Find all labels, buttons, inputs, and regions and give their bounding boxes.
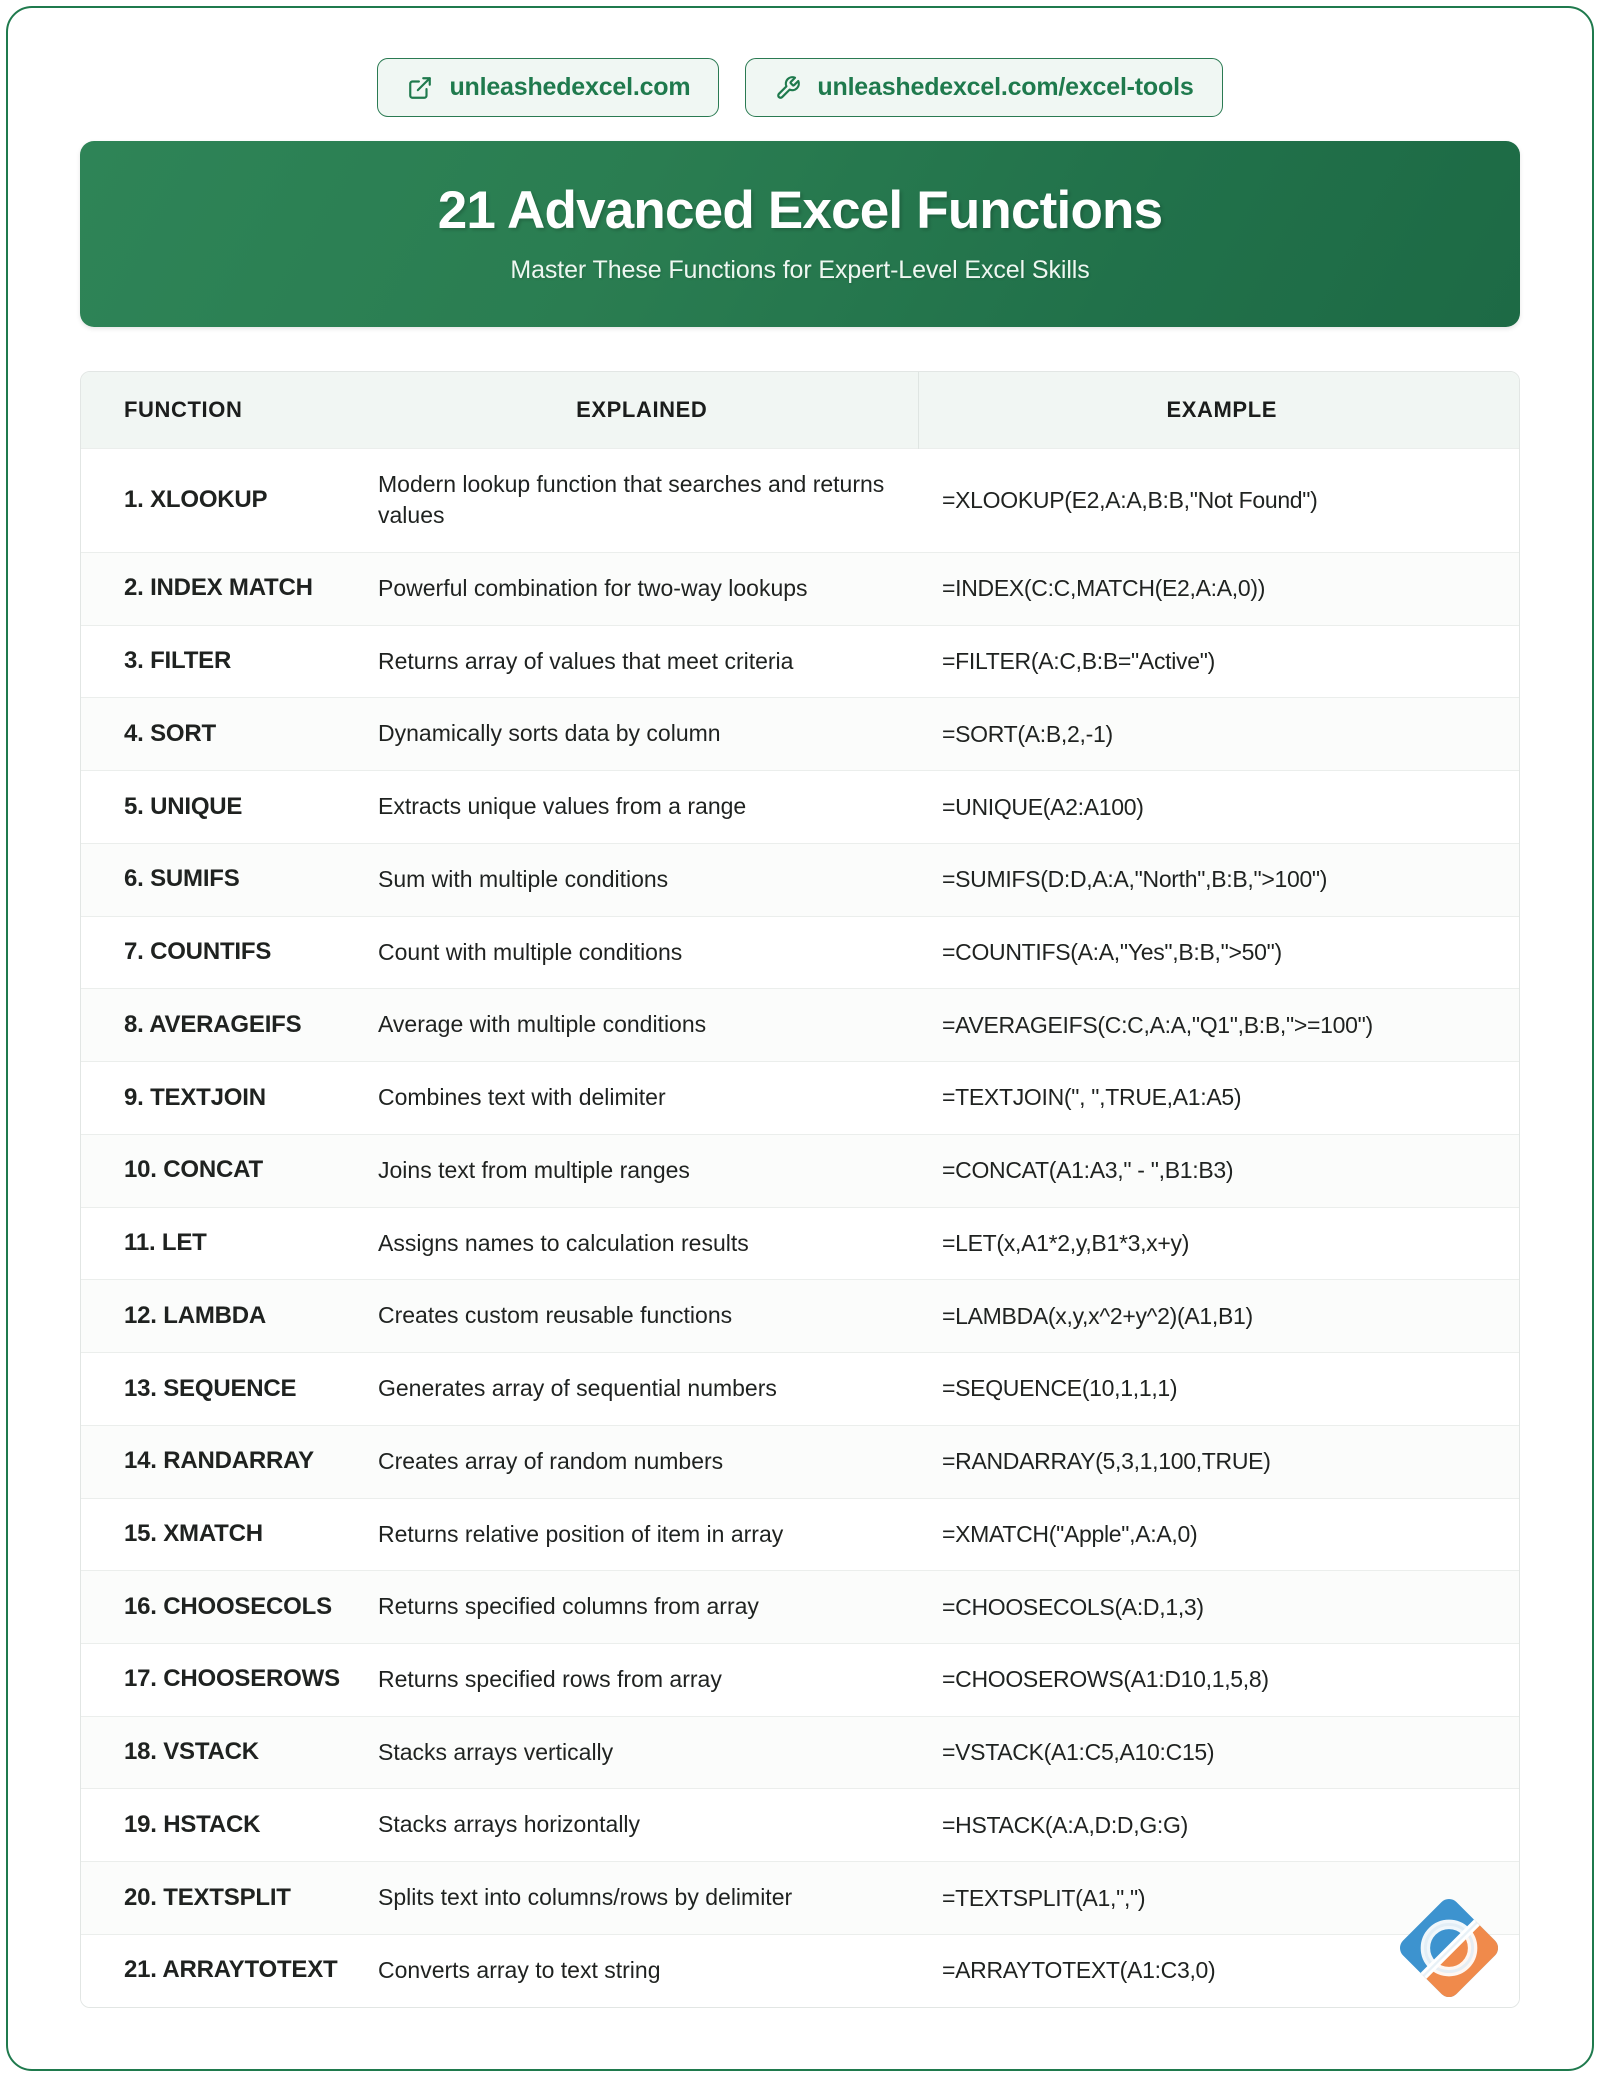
hero-banner	[80, 141, 1520, 327]
cell-explanation: Dynamically sorts data by column	[378, 720, 721, 747]
cell-function-name: 16. CHOOSECOLS	[124, 1592, 332, 1620]
functions-table	[81, 372, 1520, 2007]
cell-explanation: Count with multiple conditions	[378, 938, 683, 965]
cell-function-name: 11. LET	[124, 1229, 207, 1257]
cell-function-name: 10. CONCAT	[124, 1156, 263, 1184]
cell-function-name: 14. RANDARRAY	[124, 1447, 314, 1475]
cell-example-formula: =LET(x,A1*2,y,B1*3,x+y)	[942, 1229, 1190, 1256]
table-row	[81, 448, 1520, 552]
cell-explanation: Converts array to text string	[378, 1956, 661, 1983]
cell-explanation: Average with multiple conditions	[378, 1011, 707, 1038]
cell-explanation: Splits text into columns/rows by delimiter	[378, 1884, 793, 1911]
cell-function-name: 2. INDEX MATCH	[124, 574, 313, 602]
cell-example-formula: =CONCAT(A1:A3," - ",B1:B3)	[942, 1157, 1234, 1184]
cell-example-formula: =CHOOSECOLS(A:D,1,3)	[942, 1593, 1204, 1620]
cell-function-name: 5. UNIQUE	[124, 792, 243, 820]
cell-explanation: Returns specified columns from array	[378, 1593, 759, 1620]
cell-explanation: Extracts unique values from a range	[378, 793, 747, 820]
cell-example-formula: =COUNTIFS(A:A,"Yes",B:B,">50")	[942, 938, 1282, 965]
table-header-row	[81, 372, 1520, 448]
table-head	[81, 372, 1520, 448]
cell-function-name: 1. XLOOKUP	[124, 485, 268, 513]
cell-explanation: Joins text from multiple ranges	[378, 1156, 690, 1183]
cell-example-formula: =TEXTJOIN(", ",TRUE,A1:A5)	[942, 1084, 1242, 1111]
cell-explanation: Stacks arrays vertically	[378, 1738, 614, 1765]
cell-example-formula: =LAMBDA(x,y,x^2+y^2)(A1,B1)	[942, 1302, 1253, 1329]
cell-explanation: Combines text with delimiter	[378, 1084, 666, 1111]
table-row	[81, 1789, 1520, 1862]
cell-explanation: Powerful combination for two-way lookups	[378, 574, 808, 601]
table-row	[81, 1353, 1520, 1426]
cell-example-formula: =RANDARRAY(5,3,1,100,TRUE)	[942, 1448, 1271, 1475]
cell-function-name: 15. XMATCH	[124, 1520, 263, 1548]
link-button-excel-tools-label: unleashedexcel.com/excel-tools	[817, 73, 1194, 101]
column-header-example: EXAMPLE	[918, 372, 1520, 448]
cell-function-name: 12. LAMBDA	[124, 1301, 267, 1329]
cell-example-formula: =AVERAGEIFS(C:C,A:A,"Q1",B:B,">=100")	[942, 1011, 1373, 1038]
table-row	[81, 1280, 1520, 1353]
cell-function-name: 3. FILTER	[124, 647, 232, 675]
cell-function-name: 8. AVERAGEIFS	[124, 1010, 302, 1038]
cell-function-name: 7. COUNTIFS	[124, 938, 272, 966]
cell-example-formula: =SORT(A:B,2,-1)	[942, 720, 1113, 747]
table-row	[81, 916, 1520, 989]
table-row	[81, 1207, 1520, 1280]
link-button-website-label: unleashedexcel.com	[449, 73, 691, 101]
link-button-excel-tools[interactable]	[745, 58, 1222, 117]
table-row	[81, 552, 1520, 625]
wrench-icon	[774, 74, 802, 102]
cell-explanation: Stacks arrays horizontally	[378, 1811, 641, 1838]
cell-explanation: Returns array of values that meet criteria	[378, 647, 794, 674]
page-subtitle: Master These Functions for Expert-Level Excel Skills	[510, 255, 1090, 284]
cell-example-formula: =ARRAYTOTEXT(A1:C3,0)	[942, 1957, 1216, 1984]
table-row	[81, 698, 1520, 771]
link-button-website[interactable]	[377, 58, 719, 117]
cell-example-formula: =VSTACK(A1:C5,A10:C15)	[942, 1739, 1215, 1766]
cell-example-formula: =UNIQUE(A2:A100)	[942, 793, 1144, 820]
cell-function-name: 19. HSTACK	[124, 1810, 261, 1838]
cell-function-name: 4. SORT	[124, 719, 216, 747]
cell-function-name: 18. VSTACK	[124, 1738, 259, 1766]
cell-example-formula: =FILTER(A:C,B:B="Active")	[942, 648, 1215, 675]
cell-function-name: 21. ARRAYTOTEXT	[124, 1956, 338, 1984]
link-bar	[8, 8, 1592, 117]
cell-example-formula: =SEQUENCE(10,1,1,1)	[942, 1375, 1178, 1402]
table-row	[81, 1134, 1520, 1207]
cell-explanation: Returns specified rows from array	[378, 1665, 722, 1692]
table-row	[81, 843, 1520, 916]
cell-example-formula: =SUMIFS(D:D,A:A,"North",B:B,">100")	[942, 866, 1328, 893]
cell-example-formula: =XMATCH("Apple",A:A,0)	[942, 1520, 1198, 1547]
cell-explanation: Returns relative position of item in array	[378, 1520, 784, 1547]
cell-explanation: Modern lookup function that searches and returns values	[378, 470, 885, 529]
cell-function-name: 13. SEQUENCE	[124, 1374, 297, 1402]
table-row	[81, 1643, 1520, 1716]
cell-explanation: Creates custom reusable functions	[378, 1302, 733, 1329]
table-row	[81, 1498, 1520, 1571]
external-link-icon	[406, 74, 434, 102]
cell-function-name: 20. TEXTSPLIT	[124, 1883, 291, 1911]
cell-explanation: Assigns names to calculation results	[378, 1229, 749, 1256]
cell-explanation: Creates array of random numbers	[378, 1447, 724, 1474]
cell-explanation: Sum with multiple conditions	[378, 865, 669, 892]
cell-function-name: 6. SUMIFS	[124, 865, 240, 893]
table-row	[81, 1716, 1520, 1789]
table-row	[81, 1934, 1520, 2006]
cell-example-formula: =HSTACK(A:A,D:D,G:G)	[942, 1811, 1188, 1838]
cell-example-formula: =XLOOKUP(E2,A:A,B:B,"Not Found")	[942, 486, 1318, 513]
table-row	[81, 771, 1520, 844]
table-row	[81, 1062, 1520, 1135]
table-body	[81, 448, 1520, 2007]
cell-example-formula: =CHOOSEROWS(A1:D10,1,5,8)	[942, 1666, 1269, 1693]
table-row	[81, 1862, 1520, 1935]
cell-example-formula: =INDEX(C:C,MATCH(E2,A:A,0))	[942, 575, 1266, 602]
page-frame	[6, 6, 1594, 2071]
table-row	[81, 989, 1520, 1062]
table-row	[81, 625, 1520, 698]
table-row	[81, 1571, 1520, 1644]
page-title: 21 Advanced Excel Functions	[437, 181, 1163, 241]
cell-function-name: 17. CHOOSEROWS	[124, 1665, 340, 1693]
table-row	[81, 1425, 1520, 1498]
cell-explanation: Generates array of sequential numbers	[378, 1375, 777, 1402]
cell-example-formula: =TEXTSPLIT(A1,",")	[942, 1884, 1146, 1911]
column-header-function: FUNCTION	[81, 372, 366, 448]
column-header-explained: EXPLAINED	[366, 372, 918, 448]
functions-table-container	[80, 371, 1520, 2008]
cell-function-name: 9. TEXTJOIN	[124, 1083, 266, 1111]
